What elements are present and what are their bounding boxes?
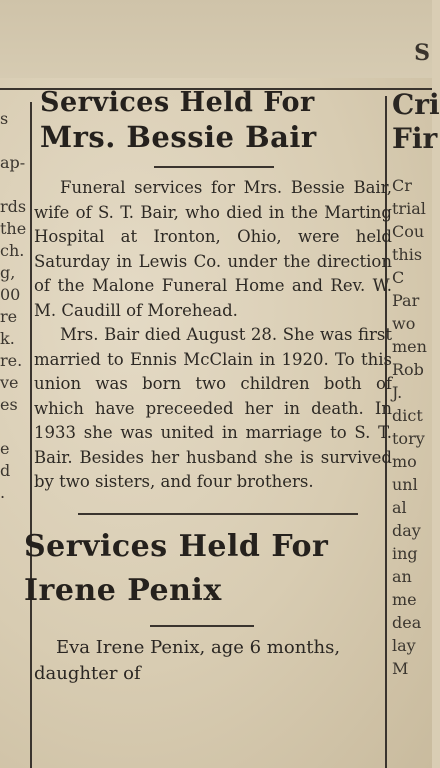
- right-fragment-line: Rob: [392, 360, 424, 379]
- left-fragment-line: d: [0, 461, 11, 480]
- left-fragment-line: rds: [0, 197, 27, 216]
- right-fragment-line: Par: [392, 291, 420, 310]
- right-fragment-line: me: [392, 590, 417, 609]
- right-fragment-line: al: [392, 498, 407, 517]
- second-article-body-line2: daughter of: [34, 662, 141, 684]
- left-fragment-line: the: [0, 219, 27, 238]
- second-headline-line2: Irene Penix: [24, 572, 222, 608]
- left-fragment-line: [0, 130, 26, 152]
- article-body: [32, 176, 392, 495]
- top-letter-fragment: S: [414, 40, 430, 66]
- right-headline-fragment: Cri: [392, 88, 440, 121]
- left-fragment-line: ch.: [0, 241, 25, 260]
- right-column-fragment: [392, 88, 440, 680]
- headline-rule: [154, 166, 274, 168]
- left-fragment-line: s: [0, 109, 9, 128]
- right-fragment-line: trial: [392, 199, 426, 218]
- right-fragment-line: dea: [392, 613, 422, 632]
- left-fragment-line: re: [0, 307, 18, 326]
- main-column: [24, 86, 392, 687]
- right-fragment-spacer: [392, 156, 436, 174]
- right-fragment-line: day: [392, 521, 421, 540]
- left-fragment-line: re.: [0, 351, 23, 370]
- left-fragment-line: [0, 416, 26, 438]
- left-fragment-line: es: [0, 395, 18, 414]
- right-fragment-line: men: [392, 337, 427, 356]
- right-fragment-line: tory: [392, 429, 425, 448]
- article-separator: [78, 513, 358, 515]
- right-fragment-line: this: [392, 245, 423, 264]
- right-fragment-line: an: [392, 567, 412, 586]
- left-fragment-line: ve: [0, 373, 19, 392]
- right-fragment-line: dict: [392, 406, 423, 425]
- right-fragment-line: M: [392, 659, 409, 678]
- article-headline-line1: Services Held For: [40, 87, 315, 118]
- left-fragment-line: ap-: [0, 153, 26, 172]
- article-paragraph-1: Funeral services for Mrs. Bessie Bair, wife of S. T. Bair, who died in the Marting Hospital at Ironton, Ohio, were held Saturday in Lewis Co. under the direction of the Malone Funeral Home and Rev. W. M. Caudill of Morehead.: [34, 178, 392, 320]
- right-fragment-line: Cr: [392, 176, 412, 195]
- right-fragment-line: J.: [392, 383, 403, 402]
- left-fragment-line: 00: [0, 285, 21, 304]
- second-headline-line1: Services Held For: [24, 528, 329, 564]
- right-fragment-line: lay: [392, 636, 416, 655]
- right-fragment-line: unl: [392, 475, 418, 494]
- right-fragment-line: C: [392, 268, 405, 287]
- left-fragment-line: .: [0, 483, 6, 502]
- second-headline-rule: [150, 625, 254, 627]
- second-article-body-line1: Eva Irene Penix, age 6 months,: [56, 636, 341, 658]
- article-paragraph-2: Mrs. Bair died August 28. She was first married to Ennis McClain in 1920. To this union was born two children both of which have preceeded her in death. In 1933 she was united in marriage to S. T. Bair. Besides her husband she is survived by two sisters, and four brothers.: [34, 325, 392, 491]
- left-fragment-line: e: [0, 439, 10, 458]
- right-fragment-line: Cou: [392, 222, 425, 241]
- left-fragment-line: k.: [0, 329, 15, 348]
- article-headline-line2: Mrs. Bessie Bair: [40, 120, 317, 154]
- left-column-fragment: [0, 108, 26, 504]
- right-fragment-line: ing: [392, 544, 418, 563]
- left-fragment-line: [0, 174, 26, 196]
- right-fragment-line: mo: [392, 452, 417, 471]
- left-fragment-line: g,: [0, 263, 16, 282]
- previous-page-strip: [0, 0, 432, 78]
- right-headline-fragment: Fir: [392, 122, 438, 155]
- right-fragment-line: wo: [392, 314, 416, 333]
